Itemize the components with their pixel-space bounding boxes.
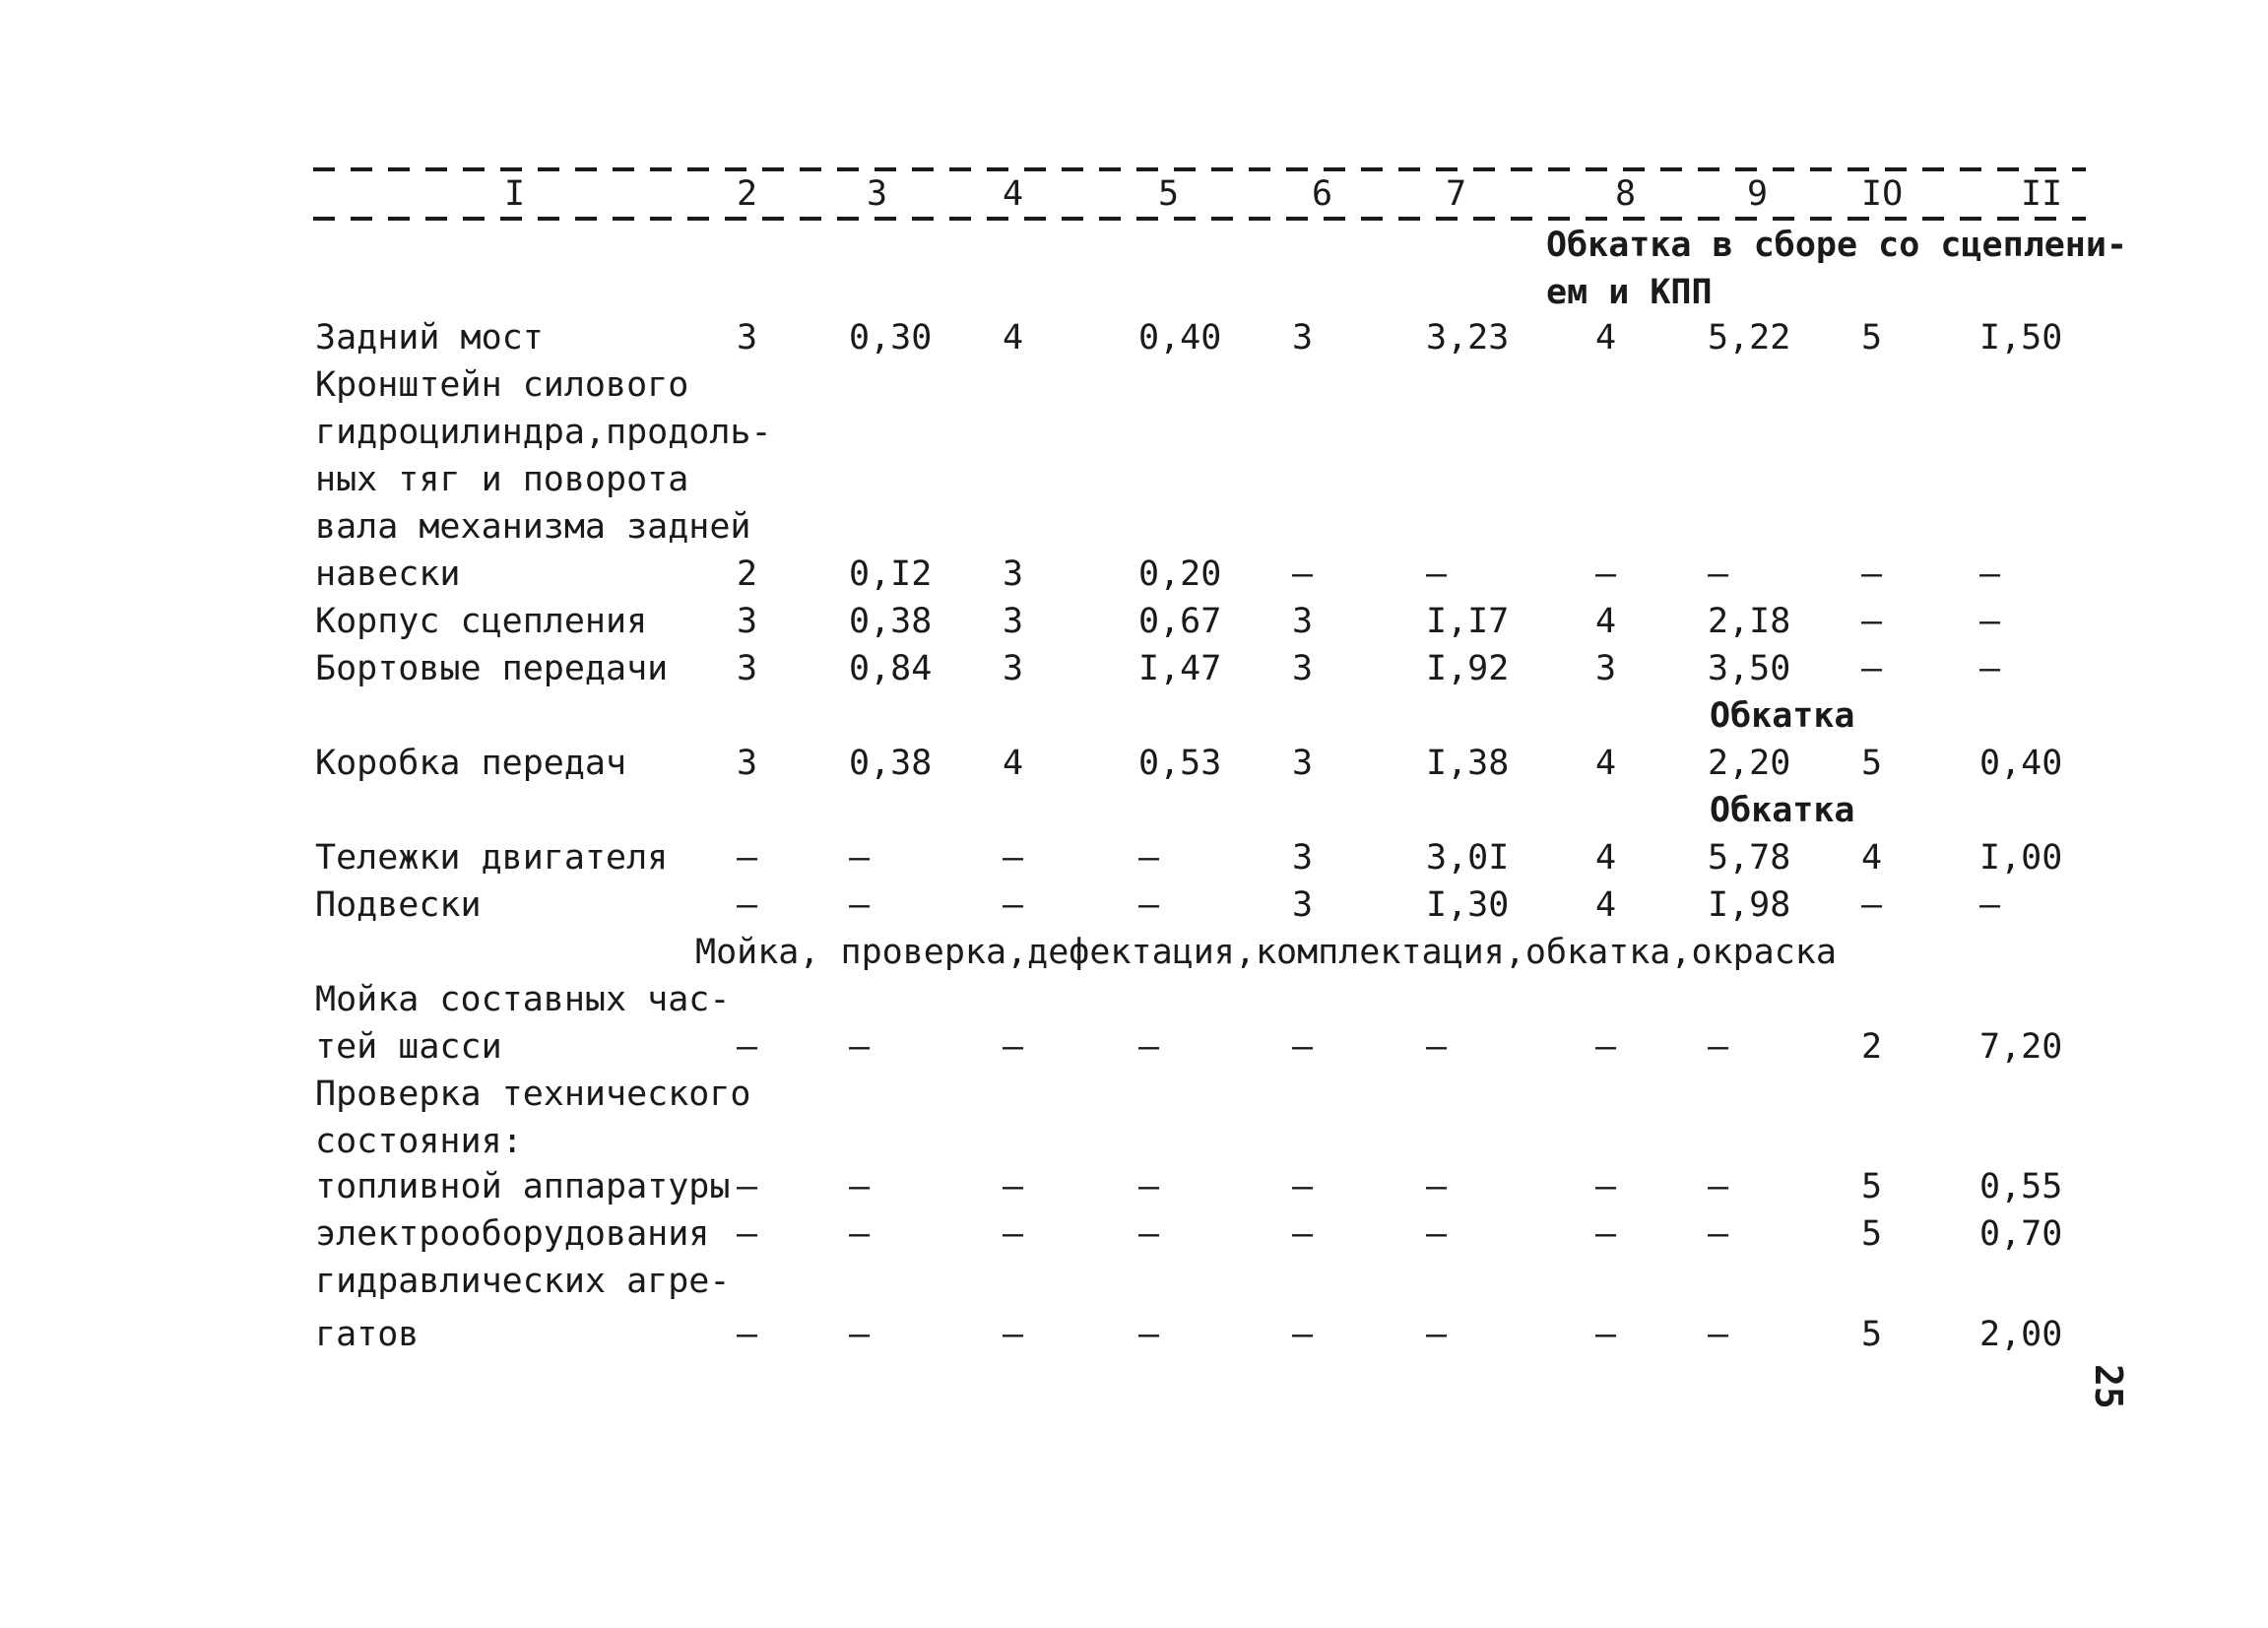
- cell: –: [1708, 1315, 1729, 1354]
- col-header: 4: [1003, 174, 1024, 214]
- row-label-line: гатов: [315, 1315, 420, 1354]
- cell: I,30: [1426, 885, 1510, 925]
- cell: –: [1979, 602, 2001, 641]
- cell: –: [1979, 885, 2001, 925]
- cell: –: [1595, 1214, 1617, 1254]
- cell: 4: [1595, 885, 1617, 925]
- cell: 0,84: [849, 649, 933, 688]
- cell: 3: [1292, 649, 1314, 688]
- cell: 3: [1292, 838, 1314, 878]
- col-header: 6: [1312, 174, 1333, 214]
- header-rule-top: [313, 167, 2086, 171]
- row-label: Подвески: [315, 885, 482, 925]
- cell: 3: [1292, 885, 1314, 925]
- group-note-line2: ем и КПП: [1546, 273, 1713, 312]
- cell: –: [737, 1315, 758, 1354]
- row-note: Обкатка: [1710, 696, 1855, 736]
- cell: –: [1595, 1167, 1617, 1206]
- row-label-line: гидроцилиндра,продоль-: [315, 413, 772, 452]
- cell: –: [849, 1315, 871, 1354]
- cell: –: [1708, 1167, 1729, 1206]
- cell: 5,22: [1708, 318, 1791, 358]
- section-heading: Мойка, проверка,дефектация,комплектация,обкатка,окраска: [695, 933, 1837, 972]
- cell: –: [849, 1167, 871, 1206]
- cell: 0,55: [1979, 1167, 2063, 1206]
- cell: 0,38: [849, 602, 933, 641]
- col-header: II: [2021, 174, 2063, 214]
- cell: –: [737, 1214, 758, 1254]
- row-label: Задний мост: [315, 318, 544, 358]
- cell: –: [1426, 1167, 1448, 1206]
- cell: –: [1292, 1167, 1314, 1206]
- row-label: топливной аппаратуры: [315, 1167, 731, 1206]
- cell: 3: [1003, 602, 1024, 641]
- cell: –: [737, 1027, 758, 1067]
- cell: –: [1292, 1315, 1314, 1354]
- cell: 4: [1595, 318, 1617, 358]
- cell: 4: [1595, 602, 1617, 641]
- cell: 7,20: [1979, 1027, 2063, 1067]
- cell: 4: [1595, 744, 1617, 783]
- cell: –: [1003, 1315, 1024, 1354]
- cell: I,I7: [1426, 602, 1510, 641]
- cell: –: [737, 838, 758, 878]
- cell: –: [1861, 554, 1883, 594]
- cell: –: [1138, 885, 1160, 925]
- col-header: 3: [867, 174, 888, 214]
- cell: 3: [737, 649, 758, 688]
- col-header: IO: [1861, 174, 1904, 214]
- cell: –: [1595, 1315, 1617, 1354]
- cell: 0,38: [849, 744, 933, 783]
- cell: 3: [1003, 554, 1024, 594]
- cell: 3: [1003, 649, 1024, 688]
- col-header: 7: [1446, 174, 1467, 214]
- cell: 4: [1003, 318, 1024, 358]
- cell: 4: [1595, 838, 1617, 878]
- cell: –: [1595, 554, 1617, 594]
- cell: 3: [737, 318, 758, 358]
- cell: I,98: [1708, 885, 1791, 925]
- cell: –: [1595, 1027, 1617, 1067]
- cell: 3,23: [1426, 318, 1510, 358]
- cell: 0,40: [1138, 318, 1222, 358]
- cell: –: [1708, 1027, 1729, 1067]
- cell: 0,53: [1138, 744, 1222, 783]
- cell: –: [1979, 649, 2001, 688]
- cell: –: [1979, 554, 2001, 594]
- cell: 5: [1861, 1167, 1883, 1206]
- cell: 4: [1003, 744, 1024, 783]
- cell: 3: [1595, 649, 1617, 688]
- cell: 5: [1861, 1315, 1883, 1354]
- cell: 4: [1861, 838, 1883, 878]
- cell: –: [1861, 885, 1883, 925]
- header-rule-bottom: [313, 217, 2086, 221]
- row-label: электрооборудования: [315, 1214, 710, 1254]
- row-label-line: гидравлических агре-: [315, 1262, 731, 1301]
- cell: –: [1292, 554, 1314, 594]
- row-label-line: Мойка составных час-: [315, 980, 731, 1019]
- row-label-line: Кронштейн силового: [315, 365, 689, 405]
- page-number: 25: [2087, 1364, 2130, 1409]
- row-label: Бортовые передачи: [315, 649, 669, 688]
- subsection-heading: состояния:: [315, 1122, 523, 1161]
- row-label: Коробка передач: [315, 744, 627, 783]
- row-label: Тележки двигателя: [315, 838, 669, 878]
- row-label-line: вала механизма задней: [315, 507, 751, 547]
- cell: –: [1138, 1027, 1160, 1067]
- cell: –: [1426, 1214, 1448, 1254]
- cell: 3: [737, 602, 758, 641]
- cell: 2,I8: [1708, 602, 1791, 641]
- col-header: 2: [737, 174, 758, 214]
- row-label-line: навески: [315, 554, 461, 594]
- cell: 2,00: [1979, 1315, 2063, 1354]
- cell: –: [1861, 602, 1883, 641]
- cell: –: [1138, 838, 1160, 878]
- cell: –: [1426, 554, 1448, 594]
- cell: –: [1138, 1214, 1160, 1254]
- cell: 0,20: [1138, 554, 1222, 594]
- cell: 3: [1292, 602, 1314, 641]
- cell: 5,78: [1708, 838, 1791, 878]
- cell: –: [1003, 885, 1024, 925]
- row-label: Корпус сцепления: [315, 602, 648, 641]
- col-header: I: [504, 174, 526, 214]
- row-label-line: тей шасси: [315, 1027, 502, 1067]
- cell: I,38: [1426, 744, 1510, 783]
- cell: 2: [737, 554, 758, 594]
- row-label-line: ных тяг и поворота: [315, 460, 689, 499]
- cell: –: [1003, 1167, 1024, 1206]
- col-header: 5: [1158, 174, 1180, 214]
- cell: –: [849, 1214, 871, 1254]
- cell: –: [737, 1167, 758, 1206]
- cell: 5: [1861, 744, 1883, 783]
- cell: –: [1003, 1027, 1024, 1067]
- cell: 3: [737, 744, 758, 783]
- cell: 2,20: [1708, 744, 1791, 783]
- cell: –: [1426, 1027, 1448, 1067]
- cell: –: [1426, 1315, 1448, 1354]
- cell: –: [1003, 838, 1024, 878]
- cell: 0,67: [1138, 602, 1222, 641]
- cell: I,47: [1138, 649, 1222, 688]
- cell: –: [1708, 554, 1729, 594]
- cell: I,50: [1979, 318, 2063, 358]
- col-header: 8: [1615, 174, 1637, 214]
- cell: 0,40: [1979, 744, 2063, 783]
- cell: 5: [1861, 1214, 1883, 1254]
- cell: –: [737, 885, 758, 925]
- cell: I,00: [1979, 838, 2063, 878]
- cell: –: [1138, 1315, 1160, 1354]
- cell: 0,30: [849, 318, 933, 358]
- cell: –: [849, 1027, 871, 1067]
- cell: –: [1292, 1214, 1314, 1254]
- group-note-line1: Обкатка в сборе со сцеплени-: [1546, 226, 2128, 265]
- col-header: 9: [1747, 174, 1769, 214]
- cell: 3: [1292, 318, 1314, 358]
- cell: 5: [1861, 318, 1883, 358]
- cell: –: [849, 885, 871, 925]
- cell: 0,70: [1979, 1214, 2063, 1254]
- cell: –: [1708, 1214, 1729, 1254]
- cell: I,92: [1426, 649, 1510, 688]
- cell: 3,0I: [1426, 838, 1510, 878]
- subsection-heading: Проверка технического: [315, 1074, 751, 1114]
- cell: –: [1861, 649, 1883, 688]
- cell: –: [1292, 1027, 1314, 1067]
- cell: –: [1003, 1214, 1024, 1254]
- cell: 0,I2: [849, 554, 933, 594]
- cell: 3,50: [1708, 649, 1791, 688]
- cell: 3: [1292, 744, 1314, 783]
- cell: 2: [1861, 1027, 1883, 1067]
- cell: –: [1138, 1167, 1160, 1206]
- cell: –: [849, 838, 871, 878]
- row-note: Обкатка: [1710, 791, 1855, 830]
